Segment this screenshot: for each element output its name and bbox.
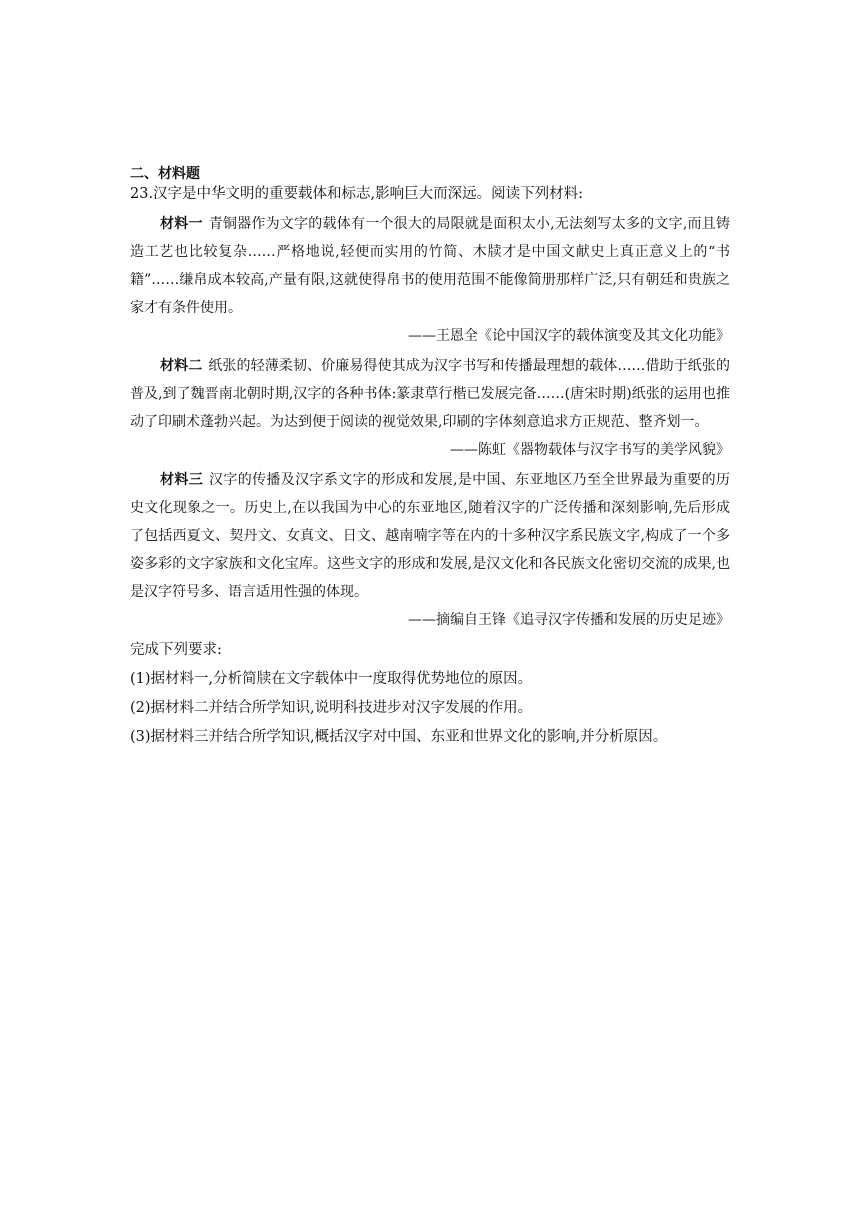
material-1-label: 材料一: [160, 216, 203, 232]
document-page: [130, 164, 730, 752]
material-1: [130, 210, 730, 322]
material-3-text: 汉字的传播及汉字系文字的形成和发展,是中国、东亚地区乃至全世界最为重要的历史文化现象之一。历史上,在以我国为中心的东亚地区,随着汉字的广泛传播和深刻影响,先后形成了包括西夏文、契丹文、女真文、日文、越南喃字等在内的十多种汉字系民族文字,构成了一个多姿多彩的文字家族和文化宝库。这些文字的形成和发展,是汉文化和各民族文化密切交流的成果,也是汉字符号多、语言适用性强的体现。: [130, 472, 730, 600]
requirement-item-2: (2)据材料二并结合所学知识,说明科技进步对汉字发展的作用。: [130, 700, 533, 716]
requirements-intro: 完成下列要求:: [130, 642, 222, 658]
material-3: [130, 466, 730, 606]
material-1-source: ——王恩全《论中国汉字的载体演变及其文化功能》: [408, 328, 730, 344]
question-stem: 23.汉字是中华文明的重要载体和标志,影响巨大而深远。阅读下列材料:: [130, 186, 584, 202]
material-2-source: ——陈虹《器物载体与汉字书写的美学风貌》: [450, 442, 730, 458]
material-1-text: 青铜器作为文字的载体有一个很大的局限就是面积太小,无法刻写太多的文字,而且铸造工艺也比较复杂……严格地说,轻便而实用的竹简、木牍才是中国文献史上真正意义上的“书籍”……缣帛成本较高,产量有限,这就使得帛书的使用范围不能像简册那样广泛,只有朝廷和贵族之家才有条件使用。: [130, 216, 730, 316]
requirement-item-3: (3)据材料三并结合所学知识,概括汉字对中国、东亚和世界文化的影响,并分析原因。: [130, 729, 668, 745]
requirement-item-1: (1)据材料一,分析简牍在文字载体中一度取得优势地位的原因。: [130, 671, 533, 687]
section-title: 二、材料题: [130, 166, 200, 182]
material-2-text: 纸张的轻薄柔韧、价廉易得使其成为汉字书写和传播最理想的载体……借助于纸张的普及,到了魏晋南北朝时期,汉字的各种书体:篆隶草行楷已发展完备……(唐宋时期)纸张的运用也推动了印刷术蓬勃兴起。为达到便于阅读的视觉效果,印刷的字体刻意追求方正规范、整齐划一。: [130, 358, 731, 430]
material-2-label: 材料二: [160, 358, 203, 374]
material-3-label: 材料三: [160, 472, 204, 488]
material-2: [130, 352, 730, 436]
material-3-source: ——摘编自王锋《追寻汉字传播和发展的历史足迹》: [408, 612, 730, 628]
